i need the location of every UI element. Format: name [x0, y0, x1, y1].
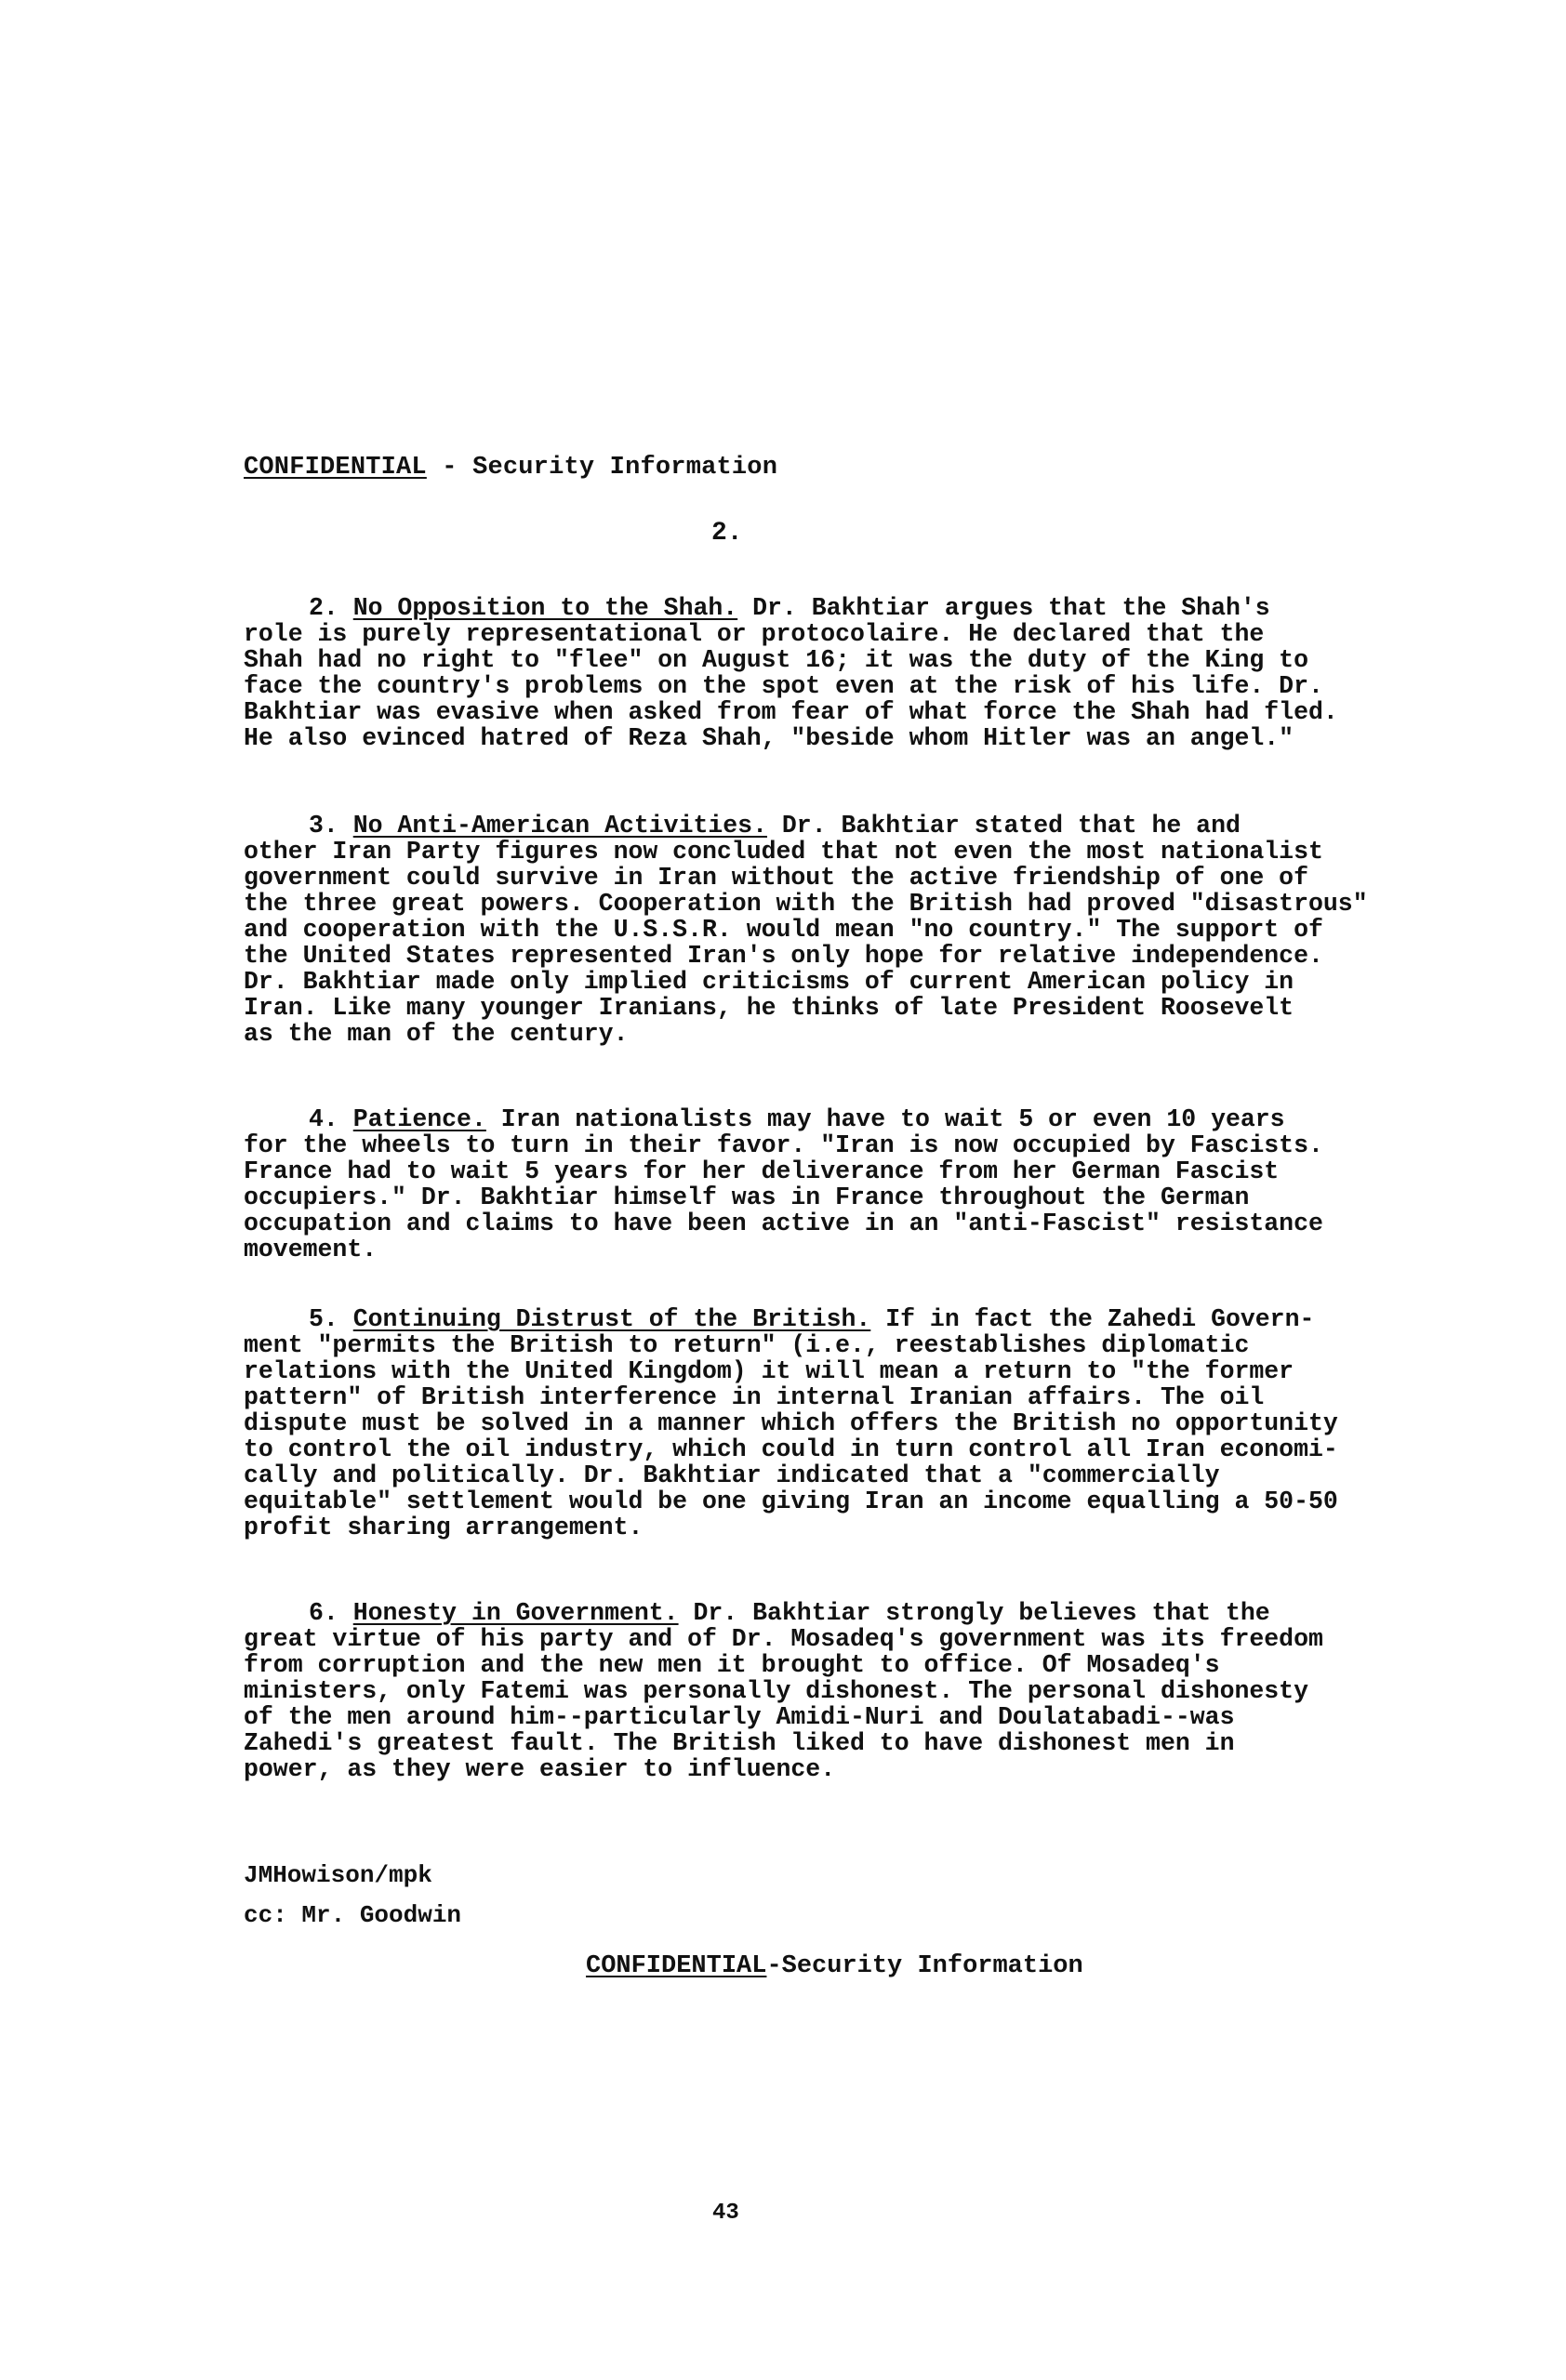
section-title: Continuing Distrust of the British. — [352, 1305, 871, 1333]
section-line: relations with the United Kingdom) it will mean a return to "the former — [244, 1357, 1294, 1385]
section-6 — [244, 1600, 1341, 1782]
page-number-bottom: 43 — [712, 2201, 739, 2226]
section-number: 2. — [309, 594, 338, 622]
section-5 — [244, 1306, 1341, 1540]
section-line: profit sharing arrangement. — [244, 1514, 644, 1541]
section-line: power, as they were easier to influence. — [244, 1755, 836, 1783]
typist-initials: JMHowison/mpk — [244, 1861, 432, 1889]
section-number: 3. — [309, 812, 338, 840]
section-line: Shah had no right to "flee" on August 16; it was the duty of the King to — [244, 646, 1308, 674]
section-line: France had to wait 5 years for her deliverance from her German Fascist — [244, 1157, 1280, 1185]
section-line: pattern" of British interference in internal Iranian affairs. The oil — [244, 1383, 1265, 1411]
section-line: Iran nationalists may have to wait 5 or even 10 years — [485, 1105, 1285, 1133]
section-line: other Iran Party figures now concluded that not even the most nationalist — [244, 838, 1323, 866]
section-line: movement. — [244, 1236, 378, 1263]
header-separator: - — [426, 454, 473, 482]
section-number: 6. — [309, 1599, 338, 1627]
section-line: dispute must be solved in a manner which offers the British no opportunity — [244, 1409, 1338, 1437]
confidential-footer-label: CONFIDENTIAL — [586, 1952, 767, 1980]
section-line: to control the oil industry, which could in turn control all Iran economi- — [244, 1435, 1338, 1463]
section-line: ministers, only Fatemi was personally dishonest. The personal dishonesty — [244, 1677, 1308, 1705]
section-line: from corruption and the new men it brought to office. Of Mosadeq's — [244, 1651, 1220, 1679]
section-line: of the men around him--particularly Amidi-Nuri and Doulatabadi--was — [244, 1703, 1235, 1731]
header-classification: Security Information — [472, 454, 778, 482]
section-number: 4. — [309, 1105, 338, 1133]
section-line: face the country's problems on the spot even at the risk of his life. Dr. — [244, 672, 1323, 700]
section-line: great virtue of his party and of Dr. Mosadeq's government was its freedom — [244, 1625, 1323, 1653]
section-3 — [244, 812, 1368, 1048]
section-line: ment "permits the British to return" (i.e., reestablishes diplomatic — [244, 1331, 1250, 1359]
section-line: role is purely representational or protocolaire. He declared that the — [244, 620, 1265, 648]
section-2 — [244, 595, 1341, 751]
section-title: Patience. — [352, 1105, 486, 1133]
section-4 — [244, 1106, 1341, 1263]
carbon-copy-line: cc: Mr. Goodwin — [244, 1901, 462, 1929]
section-line: the three great powers. Cooperation with the British had proved "disastrous" — [244, 890, 1368, 918]
footer-classification: Security Information — [781, 1952, 1083, 1980]
section-line: Dr. Bakhtiar argues that the Shah's — [737, 594, 1270, 622]
page-number-top: 2. — [711, 519, 743, 548]
section-line: occupation and claims to have been active in an "anti-Fascist" resistance — [244, 1210, 1323, 1237]
section-line: equitable" settlement would be one giving Iran an income equalling a 50-50 — [244, 1488, 1338, 1515]
section-line: He also evinced hatred of Reza Shah, "beside whom Hitler was an angel." — [244, 724, 1294, 752]
section-line: Dr. Bakhtiar stated that he and — [767, 812, 1241, 840]
section-title: Honesty in Government. — [352, 1599, 679, 1627]
section-line: Dr. Bakhtiar strongly believes that the — [678, 1599, 1270, 1627]
section-title: No Opposition to the Shah. — [352, 594, 738, 622]
section-line: and cooperation with the U.S.S.R. would mean "no country." The support of — [244, 916, 1323, 944]
section-line: Bakhtiar was evasive when asked from fear of what force the Shah had fled. — [244, 698, 1338, 726]
classification-footer — [586, 1952, 1083, 1980]
section-line: government could survive in Iran without the active friendship of one of — [244, 864, 1308, 892]
section-line: occupiers." Dr. Bakhtiar himself was in France throughout the German — [244, 1183, 1250, 1211]
section-line: for the wheels to turn in their favor. "Iran is now occupied by Fascists. — [244, 1131, 1323, 1159]
section-line: Zahedi's greatest fault. The British liked to have dishonest men in — [244, 1729, 1235, 1757]
section-title: No Anti-American Activities. — [352, 812, 767, 840]
section-line: the United States represented Iran's only hope for relative independence. — [244, 942, 1323, 970]
confidential-label: CONFIDENTIAL — [244, 454, 427, 482]
section-line: If in fact the Zahedi Govern- — [870, 1305, 1315, 1333]
section-line: Dr. Bakhtiar made only implied criticisms of current American policy in — [244, 968, 1294, 996]
classification-header — [244, 454, 777, 482]
footer-separator: - — [766, 1952, 782, 1980]
section-line: Iran. Like many younger Iranians, he thinks of late President Roosevelt — [244, 994, 1294, 1022]
section-line: as the man of the century. — [244, 1020, 629, 1048]
section-number: 5. — [309, 1305, 338, 1333]
section-line: cally and politically. Dr. Bakhtiar indicated that a "commercially — [244, 1461, 1220, 1489]
